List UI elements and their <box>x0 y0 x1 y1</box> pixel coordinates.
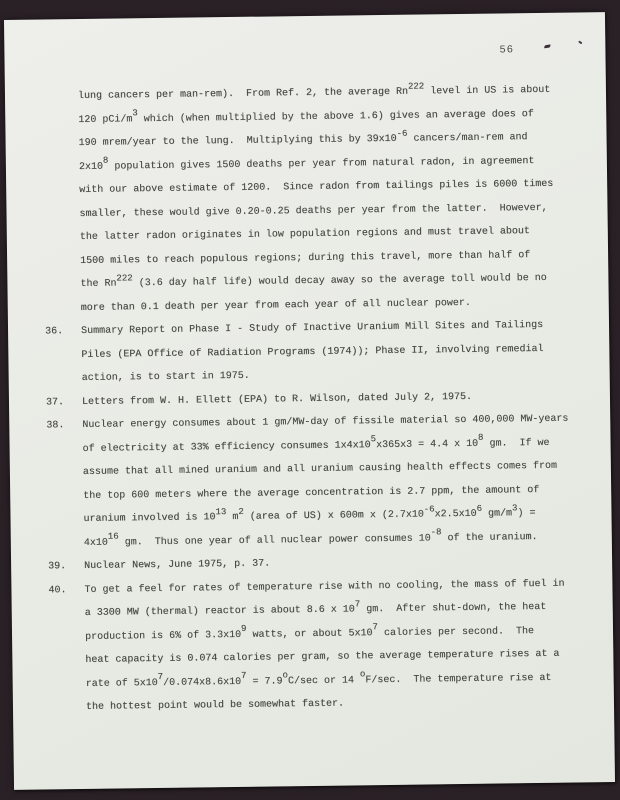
line-text: the hottest point would be somewhat faster. <box>85 698 345 713</box>
line-text: assume that all mined uranium and all uranium causing health effects comes from <box>82 460 558 478</box>
superscript: 7 <box>157 671 164 683</box>
line-text: 190 mrem/year to the lung. Multiplying this by 39x10-6 cancers/man-rem and <box>78 128 528 149</box>
line-text: Letters from W. H. Ellett (EPA) to R. Wilson, dated July 2, 1975. <box>81 391 473 408</box>
line-text: Nuclear energy consumes about 1 gm/MW-day of fissile material so 400,000 MW-years <box>82 413 569 431</box>
item-number: 37. <box>45 396 65 408</box>
superscript: 222 <box>116 272 133 284</box>
superscript: 13 <box>215 506 227 517</box>
superscript: 7 <box>240 670 247 681</box>
superscript: 3 <box>511 502 518 513</box>
item-number: 40. <box>48 584 67 596</box>
item-number: 39. <box>48 561 67 573</box>
superscript: o <box>359 669 366 680</box>
superscript: 9 <box>240 623 247 634</box>
line-text: 2x108 population gives 1500 deaths per year from natural radon, in agreement <box>78 155 535 173</box>
line-text: a 3300 MW (thermal) reactor is about 8.6 x 107 gm. After shut-down, the heat <box>84 598 547 619</box>
line-text: with our above estimate of 1200. Since radon from tailings piles is 6000 times <box>79 178 554 196</box>
document-page <box>4 12 615 790</box>
superscript: 16 <box>107 531 119 542</box>
line-text: the Rn222 (3.6 day half life) would decay away so the average toll would be no <box>80 272 547 290</box>
superscript: 3 <box>132 108 138 119</box>
superscript: 7 <box>354 598 361 609</box>
superscript: o <box>282 670 288 681</box>
line-text: lung cancers per man-rem). From Ref. 2, the average Rn222 level in US is about <box>77 80 551 103</box>
line-text: the top 600 meters where the average concentration is 2.7 ppm, the amount of <box>83 484 540 502</box>
superscript: 8 <box>477 432 484 443</box>
superscript: -6 <box>396 128 408 139</box>
superscript: -8 <box>430 527 442 538</box>
superscript: -6 <box>423 503 435 515</box>
document-lines <box>5 78 614 720</box>
line-text: action, is to start in 1975. <box>81 370 250 384</box>
item-number: 36. <box>45 326 64 338</box>
item-number: 38. <box>46 420 65 432</box>
superscript: 5 <box>370 434 377 445</box>
line-text: the latter radon originates in low population regions and must travel about <box>79 226 530 243</box>
page-number: 56 <box>499 44 515 57</box>
line-text: of electricity at 33% efficiency consumes 1x4x105x365x3 = 4.4 x 108 gm. If we <box>82 432 550 455</box>
superscript: 7 <box>372 622 378 633</box>
pen-mark-icon <box>544 44 551 48</box>
line-text: Piles (EPA Office of Radiation Programs (1974)); Phase II, involving remedial <box>81 343 544 361</box>
superscript: 2 <box>238 506 244 517</box>
line-text: 4x1016 gm. Thus one year of all nuclear power consumes 10-8 of the uranium. <box>83 527 538 549</box>
line-text: Nuclear News, June 1975, p. 37. <box>84 558 271 572</box>
superscript: 222 <box>407 80 425 92</box>
line-text: uranium involved is 1013 m2 (area of US) x 600m x (2.7x10-6x2.5x106 gm/m3) = <box>83 502 536 525</box>
pen-mark-icon <box>578 40 582 44</box>
superscript: 6 <box>476 503 483 514</box>
line-text: 1500 miles to reach populous regions; during this travel, more than half of <box>80 249 531 267</box>
line-text: smaller, these would give 0.20-0.25 deaths per year from the latter. However, <box>79 202 548 220</box>
line-text: To get a feel for rates of temperature rise with no cooling, the mass of fuel in <box>84 578 565 596</box>
line-text: heat capacity is 0.074 calories per gram, so the average temperature rises at a <box>85 648 560 666</box>
line-text: 120 pCi/m3 which (when multiplied by the above 1.6) gives an average does of <box>78 108 534 126</box>
line-text: more than 0.1 death per year from each year of all nuclear power. <box>80 297 471 314</box>
line-text: production is 6% of 3.3x109 watts, or about 5x107 calories per second. The <box>84 622 535 643</box>
superscript: 8 <box>102 155 109 166</box>
line-text: rate of 5x107/0.074x8.6x107 = 7.9oC/sec or 14 oF/sec. The temperature rise at <box>85 669 552 690</box>
line-text: Summary Report on Phase I - Study of Inactive Uranium Mill Sites and Tailings <box>80 319 544 337</box>
